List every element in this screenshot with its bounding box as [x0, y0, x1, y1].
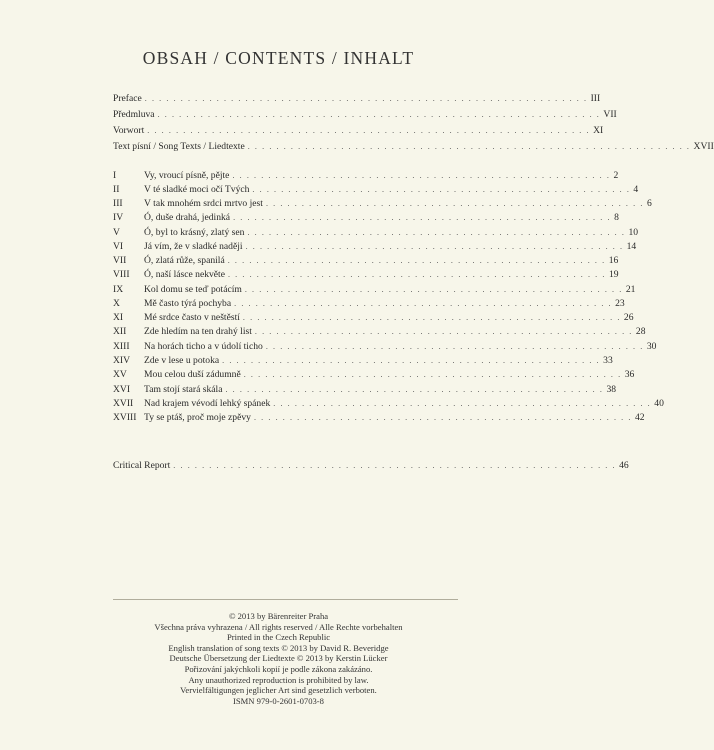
song-page: 23 — [615, 298, 625, 309]
imprint-line: Vervielfältigungen jeglicher Art sind gesetzlich verboten. — [180, 685, 377, 696]
dot-leader: . . . . . . . . . . . . . . . . . . . . . . . . . . . . . . . . . . . . . . . . . . . . . . . . . . . . . — [245, 242, 624, 251]
song-page: 38 — [606, 384, 617, 395]
song-page: 36 — [624, 369, 635, 380]
toc-entry-page: 46 — [619, 460, 629, 471]
song-number: II — [113, 184, 120, 195]
song-title: Zde v lese u potoka — [144, 355, 220, 366]
dot-leader: . . . . . . . . . . . . . . . . . . . . . . . . . . . . . . . . . . . . . . . . . . . . . . . . . . . . . — [244, 285, 623, 294]
song-title: V té sladké moci očí Tvých — [144, 184, 250, 195]
dot-leader: . . . . . . . . . . . . . . . . . . . . . . . . . . . . . . . . . . . . . . . . . . . . . . . . . . . . . — [227, 270, 606, 279]
imprint-line: English translation of song texts © 2013 by David R. Beveridge — [168, 642, 389, 653]
song-title: Mě často týrá pochyba — [144, 298, 232, 309]
song-number: XVI — [113, 384, 131, 395]
toc-entry-label: Vorwort — [113, 125, 145, 136]
dot-leader: . . . . . . . . . . . . . . . . . . . . . . . . . . . . . . . . . . . . . . . . . . . . . . . . . . . . . . . . . . . . . . — [157, 110, 601, 119]
song-number: XIV — [113, 355, 131, 366]
song-page: 10 — [628, 227, 639, 238]
song-page: 30 — [646, 341, 657, 352]
dot-leader: . . . . . . . . . . . . . . . . . . . . . . . . . . . . . . . . . . . . . . . . . . . . . . . . . . . . . — [234, 299, 613, 308]
song-page: 14 — [626, 241, 637, 252]
song-title: Kol domu se teď potácím — [144, 284, 242, 295]
dot-leader: . . . . . . . . . . . . . . . . . . . . . . . . . . . . . . . . . . . . . . . . . . . . . . . . . . . . . . . . . . . . . . — [147, 126, 591, 135]
song-number: VIII — [113, 269, 130, 280]
toc-song-entry — [113, 312, 634, 324]
song-title: Mé srdce často v neštěstí — [144, 312, 240, 323]
dot-leader: . . . . . . . . . . . . . . . . . . . . . . . . . . . . . . . . . . . . . . . . . . . . . . . . . . . . . — [252, 185, 631, 194]
song-number: XV — [113, 369, 127, 380]
imprint-line: Pořizování jakýchkoli kopií je podle zákona zakázáno. — [184, 663, 373, 674]
song-page: 19 — [608, 269, 619, 280]
song-number: XVIII — [113, 412, 137, 423]
song-page: 6 — [646, 198, 652, 209]
toc-entry-page: III — [590, 93, 601, 104]
toc-entry-preface — [113, 93, 601, 105]
dot-leader: . . . . . . . . . . . . . . . . . . . . . . . . . . . . . . . . . . . . . . . . . . . . . . . . . . . . . — [227, 256, 606, 265]
song-page: 16 — [608, 255, 619, 266]
page-title: OBSAH / CONTENTS / INHALT — [142, 48, 415, 68]
toc-entry-song-texts — [113, 141, 714, 153]
imprint-line: Deutsche Übersetzung der Liedtexte © 2013 by Kerstin Lücker — [169, 653, 388, 664]
song-title: Ó, naší lásce nekvěte — [144, 269, 225, 280]
imprint-block — [0, 611, 557, 706]
song-page: 28 — [635, 326, 646, 337]
dot-leader: . . . . . . . . . . . . . . . . . . . . . . . . . . . . . . . . . . . . . . . . . . . . . . . . . . . . . . . . . . . . . . — [144, 94, 588, 103]
dot-leader: . . . . . . . . . . . . . . . . . . . . . . . . . . . . . . . . . . . . . . . . . . . . . . . . . . . . . — [242, 313, 621, 322]
imprint-line: Printed in the Czech Republic — [226, 632, 331, 643]
toc-song-entry — [113, 326, 646, 338]
dot-leader: . . . . . . . . . . . . . . . . . . . . . . . . . . . . . . . . . . . . . . . . . . . . . . . . . . . . . . . . . . . . . . — [247, 142, 691, 151]
song-page: 2 — [613, 170, 619, 181]
song-title: Na horách ticho a v údolí ticho — [144, 341, 263, 352]
song-number: X — [113, 298, 120, 309]
song-number: III — [113, 198, 123, 209]
toc-song-entry — [113, 227, 639, 239]
toc-song-entry — [113, 269, 619, 281]
toc-song-entry — [113, 398, 664, 410]
song-title: Já vím, že v sladké naději — [144, 241, 243, 252]
song-number: XVII — [113, 398, 134, 409]
song-page: 42 — [634, 412, 645, 423]
song-number: VII — [113, 255, 127, 266]
toc-song-entry — [113, 412, 645, 424]
toc-entry-predmluva — [113, 109, 617, 121]
song-number: IV — [113, 212, 124, 223]
imprint-line: Všechna práva vyhrazena / All rights reserved / Alle Rechte vorbehalten — [154, 621, 403, 632]
toc-song-entry — [113, 355, 613, 367]
toc-entry-vorwort — [113, 125, 604, 137]
song-page: 21 — [625, 284, 636, 295]
song-number: IX — [113, 284, 124, 295]
song-number: XII — [113, 326, 127, 337]
toc-entry-label: Text písní / Song Texts / Liedtexte — [113, 141, 245, 152]
dot-leader: . . . . . . . . . . . . . . . . . . . . . . . . . . . . . . . . . . . . . . . . . . . . . . . . . . . . . — [225, 385, 604, 394]
dot-leader: . . . . . . . . . . . . . . . . . . . . . . . . . . . . . . . . . . . . . . . . . . . . . . . . . . . . . — [247, 228, 626, 237]
dot-leader: . . . . . . . . . . . . . . . . . . . . . . . . . . . . . . . . . . . . . . . . . . . . . . . . . . . . . — [243, 370, 622, 379]
song-title: Zde hledím na ten drahý list — [144, 326, 252, 337]
song-page: 33 — [603, 355, 613, 366]
dot-leader: . . . . . . . . . . . . . . . . . . . . . . . . . . . . . . . . . . . . . . . . . . . . . . . . . . . . . — [254, 327, 633, 336]
dot-leader: . . . . . . . . . . . . . . . . . . . . . . . . . . . . . . . . . . . . . . . . . . . . . . . . . . . . . — [273, 399, 652, 408]
song-number: I — [113, 170, 117, 181]
imprint-line: Any unauthorized reproduction is prohibited by law. — [188, 674, 369, 685]
song-title: V tak mnohém srdci mrtvo jest — [144, 198, 263, 209]
toc-song-entry — [113, 184, 639, 196]
song-title: Vy, vroucí písně, pějte — [144, 170, 230, 181]
toc-song-entry — [113, 255, 619, 267]
dot-leader: . . . . . . . . . . . . . . . . . . . . . . . . . . . . . . . . . . . . . . . . . . . . . . . . . . . . . — [253, 413, 632, 422]
toc-song-entry — [113, 341, 657, 353]
dot-leader: . . . . . . . . . . . . . . . . . . . . . . . . . . . . . . . . . . . . . . . . . . . . . . . . . . . . . — [222, 356, 601, 365]
toc-song-entry — [113, 170, 619, 182]
toc-entry-label: Preface — [113, 93, 142, 104]
song-title: Ó, byl to krásný, zlatý sen — [144, 227, 245, 238]
toc-entry-page: XVII — [693, 141, 714, 152]
dot-leader: . . . . . . . . . . . . . . . . . . . . . . . . . . . . . . . . . . . . . . . . . . . . . . . . . . . . . — [232, 171, 611, 180]
toc-entry-label: Předmluva — [113, 109, 155, 120]
song-title: Ó, duše drahá, jedinká — [144, 212, 231, 223]
song-number: V — [113, 227, 120, 238]
song-title: Mou celou duší zádumně — [144, 369, 241, 380]
toc-entry-page: XI — [593, 125, 604, 136]
toc-song-entry — [113, 284, 636, 296]
song-page: 26 — [623, 312, 634, 323]
toc-song-entry — [113, 212, 619, 224]
song-page: 4 — [633, 184, 639, 195]
toc-entry-label: Critical Report — [113, 460, 171, 471]
song-number: VI — [113, 241, 124, 252]
dot-leader: . . . . . . . . . . . . . . . . . . . . . . . . . . . . . . . . . . . . . . . . . . . . . . . . . . . . . . . . . . . . . . — [173, 461, 617, 470]
song-title: Ó, zlatá růže, spanilá — [144, 255, 225, 266]
song-title: Tam stojí stará skála — [144, 384, 223, 395]
toc-entry-page: VII — [603, 109, 617, 120]
dot-leader: . . . . . . . . . . . . . . . . . . . . . . . . . . . . . . . . . . . . . . . . . . . . . . . . . . . . . — [265, 199, 644, 208]
toc-song-entry — [113, 384, 617, 396]
toc-song-entry — [113, 298, 625, 310]
dot-leader: . . . . . . . . . . . . . . . . . . . . . . . . . . . . . . . . . . . . . . . . . . . . . . . . . . . . . — [265, 342, 644, 351]
toc-song-entry — [113, 369, 635, 381]
imprint-line: ISMN 979-0-2601-0703-8 — [233, 695, 324, 706]
toc-song-entry — [113, 241, 637, 253]
song-title: Ty se ptáš, proč moje zpěvy — [144, 412, 251, 423]
toc-song-entry — [113, 198, 652, 210]
song-number: XIII — [113, 341, 130, 352]
song-page: 8 — [614, 212, 619, 223]
song-number: XI — [113, 312, 124, 323]
imprint-divider — [113, 599, 458, 600]
imprint-line: © 2013 by Bärenreiter Praha — [228, 611, 329, 621]
toc-entry-critical-report — [113, 460, 629, 472]
dot-leader: . . . . . . . . . . . . . . . . . . . . . . . . . . . . . . . . . . . . . . . . . . . . . . . . . . . . . — [233, 213, 612, 222]
song-page: 40 — [654, 398, 664, 409]
song-title: Nad krajem vévodí lehký spánek — [144, 398, 271, 409]
